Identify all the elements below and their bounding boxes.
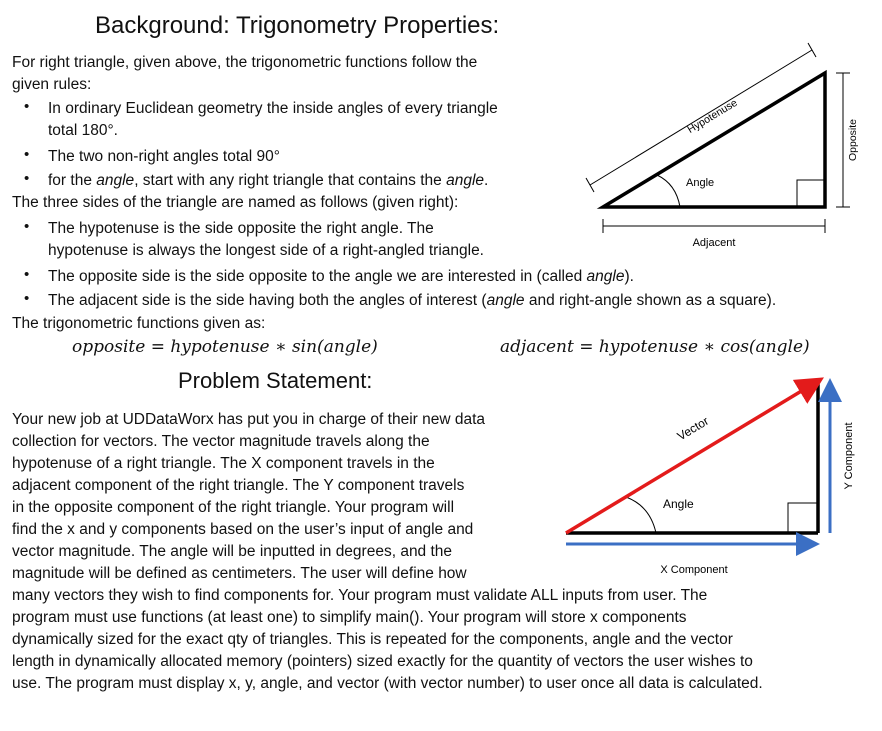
side-hypotenuse-line-1: The hypotenuse is the side opposite the right angle. The (48, 220, 434, 237)
intro-line-1: For right triangle, given above, the trigonometric functions follow the (12, 54, 478, 71)
right-angle-square (788, 503, 817, 532)
background-title: Background: Trigonometry Properties: (95, 12, 500, 39)
vector-label: Vector (674, 413, 712, 444)
problem-line: hypotenuse of a right triangle. The X component travels in the (12, 455, 435, 472)
bullet-dot: • (24, 98, 30, 115)
problem-line: in the opposite component of the right triangle. Your program will (12, 499, 455, 516)
problem-line: length in dynamically allocated memory (pointers) sized exactly for the quantity of vectors the user wishes to (12, 653, 753, 670)
intro-line-2: given rules: (12, 76, 92, 93)
problem-title: Problem Statement: (178, 368, 373, 393)
bullet-dot: • (24, 218, 30, 235)
problem-line: vector magnitude. The angle will be inputted in degrees, and the (12, 543, 453, 560)
formula-adjacent: adjacent = hypotenuse ∗ cos(angle) (500, 337, 810, 357)
rule-1-line-1: In ordinary Euclidean geometry the inside angles of every triangle (48, 100, 498, 117)
problem-line: many vectors they wish to find components for. Your program must validate ALL inputs from user. The (12, 587, 708, 604)
problem-line: collection for vectors. The vector magnitude travels along the (12, 433, 430, 450)
problem-line: adjacent component of the right triangle. The Y component travels (12, 477, 465, 494)
bullet-dot: • (24, 146, 30, 163)
x-component-label: X Component (660, 564, 728, 576)
bullet-dot: • (24, 266, 30, 283)
angle-arc (626, 497, 656, 533)
problem-line: Your new job at UDDataWorx has put you in charge of their new data (12, 411, 486, 428)
problem-line: program must use functions (at least one) to simplify main(). Your program will store x components (12, 609, 687, 626)
problem-line: find the x and y components based on the user’s input of angle and (12, 521, 474, 538)
rule-1-line-2: total 180°. (48, 122, 118, 139)
formula-opposite: opposite = hypotenuse ∗ sin(angle) (72, 337, 378, 357)
angle-label: Angle (686, 177, 715, 189)
side-hypotenuse-line-2: hypotenuse is always the longest side of a right-angled triangle. (48, 242, 484, 259)
bullet-dot: • (24, 170, 30, 187)
problem-line: magnitude will be defined as centimeters. The user will define how (12, 565, 467, 582)
rule-3: for the angle, start with any right triangle that contains the angle. (48, 172, 489, 189)
functions-intro: The trigonometric functions given as: (12, 315, 266, 332)
problem-line: use. The program must display x, y, angle, and vector (with vector number) to user once all data is calculated. (12, 675, 763, 692)
y-component-label: Y Component (843, 422, 855, 490)
side-opposite: The opposite side is the side opposite to the angle we are interested in (called angle). (48, 268, 634, 285)
rule-2: The two non-right angles total 90° (48, 148, 280, 165)
problem-line: dynamically sized for the exact qty of triangles. This is repeated for the components, angle and the vector (12, 631, 733, 648)
angle-label: Angle (663, 497, 694, 511)
opposite-label: Opposite (847, 118, 859, 162)
bullet-dot: • (24, 290, 30, 307)
side-adjacent: The adjacent side is the side having both the angles of interest (angle and right-angle shown as a square). (48, 292, 777, 309)
hypotenuse-label: Hypotenuse (685, 96, 740, 137)
adjacent-label: Adjacent (692, 237, 736, 249)
sides-intro: The three sides of the triangle are named as follows (given right): (12, 194, 459, 211)
